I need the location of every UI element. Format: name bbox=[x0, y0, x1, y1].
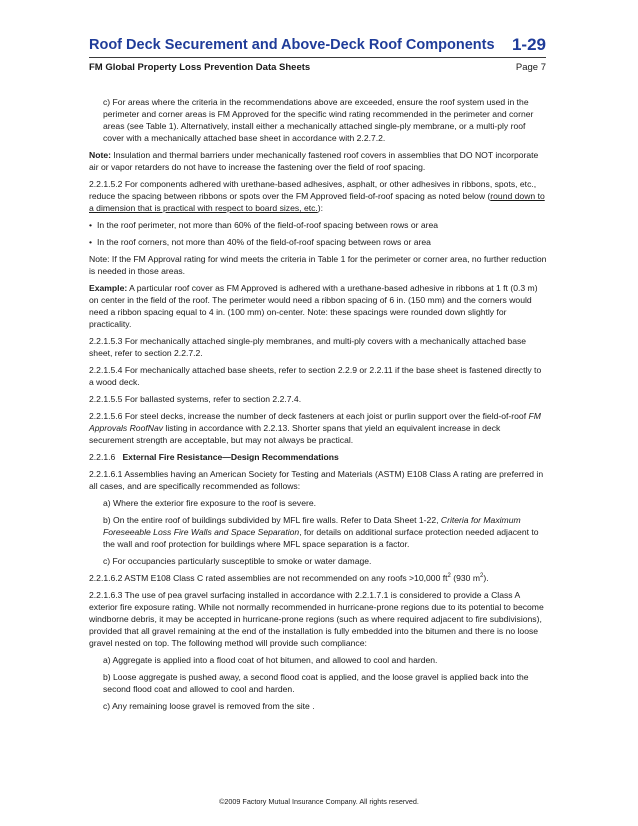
list-item-b bbox=[89, 514, 547, 550]
text-run: 2.2.1.5.6 For steel decks, increase the number of deck fasteners at each joist or purlin support over the field-of-roof bbox=[89, 411, 529, 421]
example-paragraph bbox=[89, 282, 547, 330]
text-run: b) On the entire roof of buildings subdivided by MFL fire walls. Refer to Data Sheet 1-22, bbox=[103, 515, 441, 525]
copyright-footer: ©2009 Factory Mutual Insurance Company. All rights reserved. bbox=[219, 797, 419, 806]
bullet-icon: • bbox=[89, 220, 93, 230]
paragraph-2-2-1-5-4: 2.2.1.5.4 For mechanically attached base sheets, refer to section 2.2.9 or 2.2.11 if the base sheet is fastened directly to a wood deck. bbox=[89, 365, 542, 387]
example-label: Example: bbox=[89, 283, 128, 293]
paragraph-2-2-1-5-5: 2.2.1.5.5 For ballasted systems, refer to section 2.2.7.4. bbox=[89, 394, 302, 404]
paragraph-c: c) For areas where the criteria in the recommendations above are exceeded, ensure the roof system used in the perimeter and corner areas is FM Approved for the specific wind rating recommended in the perimeter and corner areas (see Table 1). Alternatively, install either a mechanically attached single-ply membrane, or a multi-ply roof cover with a mechanically attached base sheet in accordance with 2.2.7.2. bbox=[103, 97, 534, 143]
example-text: A particular roof cover as FM Approved is adhered with a urethane-based adhesive in ribbons at 1 ft (0.3 m) on center in the field of the roof. The perimeter would need a ribbon spacing of 6 in. (150 mm) and the corners would need a ribbon spacing equal to 4 in. (100 mm) on-center. Note: these spacings were rounded down slightly for practicality. bbox=[89, 283, 538, 329]
text-run: 2.2.1.5.2 For components adhered with urethane-based adhesives, asphalt, or other adhesives in ribbons, spots, etc., reduce the spacing between ribbons or spots over the FM Approved field-of-roof spacing as noted below ( bbox=[89, 179, 537, 201]
note-label: Note: bbox=[89, 150, 111, 160]
body-text bbox=[89, 96, 547, 717]
bullet-item bbox=[89, 219, 547, 231]
text-run: (930 m bbox=[450, 573, 480, 583]
header-rule bbox=[89, 57, 546, 58]
bullet-text: In the roof perimeter, not more than 60% of the field-of-roof spacing between rows or area bbox=[97, 220, 439, 230]
heading-number: 2.2.1.6 bbox=[89, 452, 116, 462]
bullet-item bbox=[89, 236, 547, 248]
paragraph-2-2-1-6-1: 2.2.1.6.1 Assemblies having an American Society for Testing and Materials (ASTM) E108 Class A rating are preferred in all cases, and are specifically recommended as follows: bbox=[89, 469, 544, 491]
superscript: 2 bbox=[480, 573, 484, 580]
text-run: 2.2.1.6.2 ASTM E108 Class C rated assemblies are not recommended on any roofs >10,000 ft bbox=[89, 573, 448, 583]
list-item-c: c) Any remaining loose gravel is removed from the site . bbox=[103, 701, 315, 711]
text-run: ). bbox=[483, 573, 489, 583]
text-run: , for details on additional surface protection needed adjacent to the wall and roof protection for buildings where MFL space separation is a factor. bbox=[103, 527, 539, 549]
note-text: Insulation and thermal barriers under mechanically fastened roof covers in assemblies that DO NOT incorporate air or vapor retarders do not have to increase the fastening over the field of roof spacing. bbox=[89, 150, 539, 172]
data-sheet-number: 1-29 bbox=[511, 35, 546, 54]
header-title: Roof Deck Securement and Above-Deck Roof Components bbox=[89, 37, 495, 53]
heading-title: External Fire Resistance—Design Recommendations bbox=[122, 452, 339, 462]
note-paragraph bbox=[89, 149, 547, 173]
italic-text: FM Approvals RoofNav bbox=[89, 411, 541, 433]
note-2-paragraph: Note: If the FM Approval rating for wind meets the criteria in Table 1 for the perimeter or corner area, no further reduction is needed in those areas. bbox=[89, 254, 547, 276]
list-item-a: a) Aggregate is applied into a flood coat of hot bitumen, and allowed to cool and harden. bbox=[103, 655, 438, 665]
bullet-text: In the roof corners, not more than 40% of the field-of-roof spacing between rows or area bbox=[97, 237, 431, 247]
list-item-b: b) Loose aggregate is pushed away, a second flood coat is applied, and the loose gravel is applied back into the second flood coat and allowed to cool and harden. bbox=[103, 672, 529, 694]
superscript: 2 bbox=[447, 573, 451, 580]
header-subtitle: FM Global Property Loss Prevention Data Sheets bbox=[89, 62, 311, 73]
list-item-a: a) Where the exterior fire exposure to the roof is severe. bbox=[103, 498, 317, 508]
bullet-icon: • bbox=[89, 237, 93, 247]
page-number: Page 7 bbox=[515, 62, 546, 73]
section-heading-2-2-1-6 bbox=[89, 451, 547, 463]
paragraph-2-2-1-6-2 bbox=[89, 572, 547, 584]
underlined-text: round down to a dimension that is practical with respect to board sizes, etc. bbox=[89, 191, 545, 213]
paragraph-2-2-1-6-3: 2.2.1.6.3 The use of pea gravel surfacing installed in accordance with 2.2.1.7.1 is considered to provide a Class A exterior fire exposure rating. While not normally recommended in hurricane-prone regions due to its potential to become windborne debris, it may be accepted in hurricane-prone regions (such as where required adjacent to fire subdivisions), provided that all gravel remaining at the end of the installation is fully embedded into the bitumen and there is no loose gravel nested on top. The following method will provide such compliance: bbox=[89, 590, 544, 648]
paragraph-2-2-1-5-2 bbox=[89, 178, 547, 214]
text-run: listing in accordance with 2.2.13. Shorter spans that yield an equivalent increase in deck securement strength are acceptable, but may not always be practical. bbox=[89, 423, 501, 445]
list-item-c: c) For occupancies particularly susceptible to smoke or water damage. bbox=[103, 556, 372, 566]
paragraph-2-2-1-5-3: 2.2.1.5.3 For mechanically attached single-ply membranes, and multi-ply covers with a mechanically attached base sheet, refer to section 2.2.7.2. bbox=[89, 336, 527, 358]
text-run: ): bbox=[317, 203, 324, 213]
italic-text: Criteria for Maximum Foreseeable Loss Fire Walls and Space Separation bbox=[103, 515, 521, 537]
paragraph-2-2-1-5-6 bbox=[89, 410, 547, 446]
